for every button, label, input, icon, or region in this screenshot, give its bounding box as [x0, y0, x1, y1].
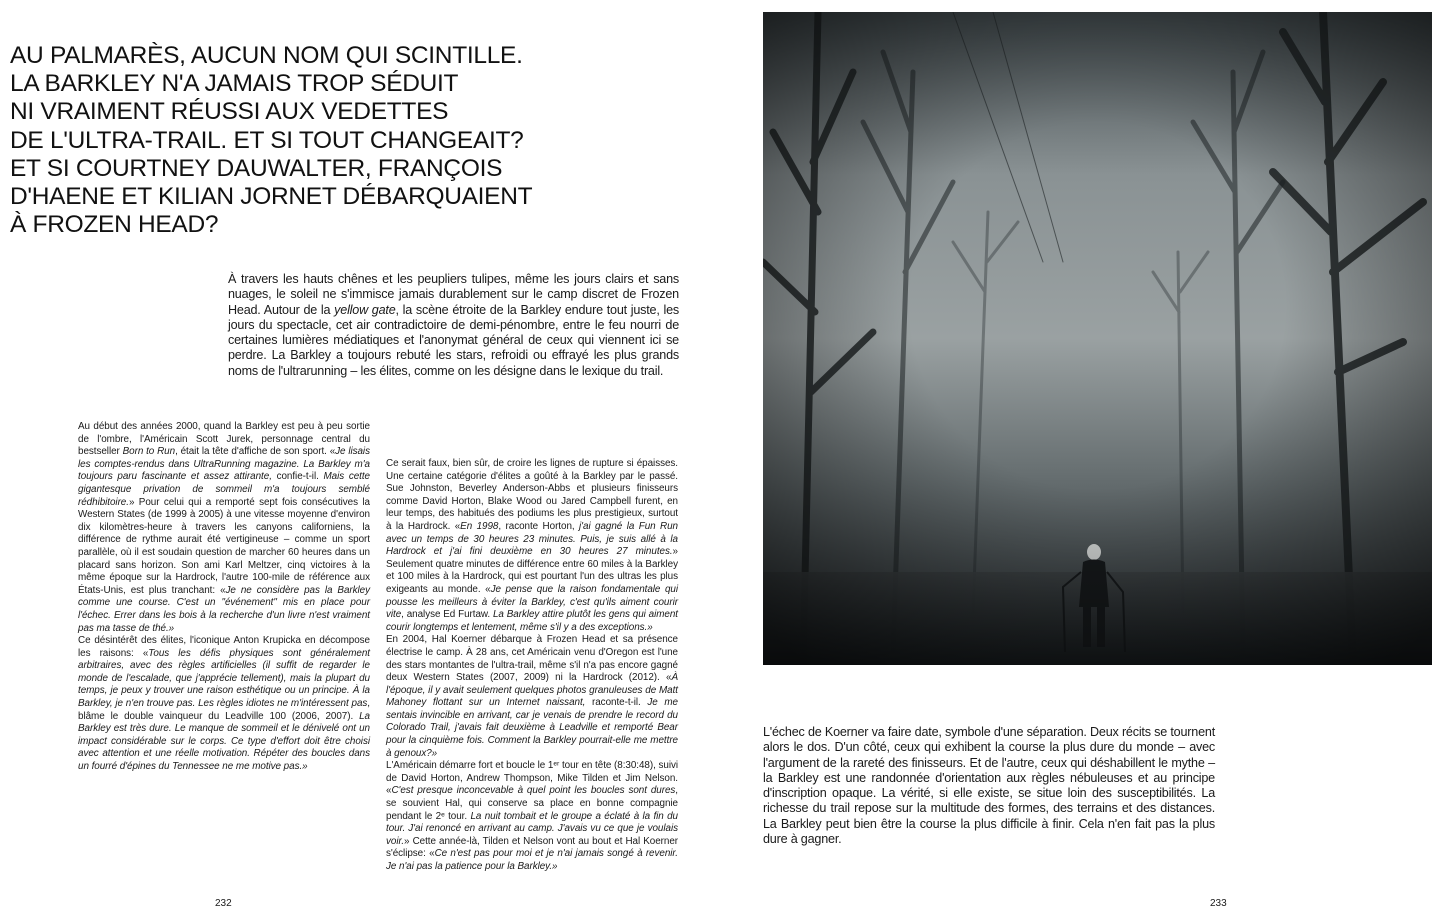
paragraph	[386, 760, 678, 873]
page-number-right: 233	[1210, 898, 1227, 909]
italic-quote-text: La Barkley est très dure. Le manque de sommeil et le dénivelé ont un impact considérable sur le corps. Ce type d'effort doit être choisi avec attention et une réelle motivation. Répéter des boucles dans un fourré d'épines du Tennessee ne me motive pas.»	[78, 710, 370, 773]
headline-line: DE L'ULTRA-TRAIL. ET SI TOUT CHANGEAIT?	[10, 126, 524, 154]
text-segment: Ce serait faux, bien sûr, de croire les lignes de rupture si épaisses. Une certaine catégorie d'élites a goûté à la Barkley par le passé. Sue Johnston, Beverley Anderson-Abbs et plusieurs finisseurs comme David Horton, Blake Wood ou Jared Campbell furent, en leur temps, des habitués des podiums les plus prestigieux, surtout à la Hardrock. «	[386, 458, 678, 532]
body-column-2	[386, 458, 678, 874]
paragraph	[228, 272, 679, 379]
italic-quote-text: yellow gate	[334, 302, 396, 317]
headline-line: À FROZEN HEAD?	[10, 211, 219, 239]
headline-line: NI VRAIMENT RÉUSSI AUX VEDETTES	[10, 98, 449, 126]
text-segment: confie-t-il.	[271, 471, 324, 483]
italic-quote-text: Je lisais les comptes-rendus dans UltraRunning magazine. La Barkley m'a toujours paru fascinante et assez attirante,	[78, 446, 370, 483]
text-segment: » Cette année-là, Tilden et Nelson vont au bout et Hal Koerner s'éclipse: «	[386, 835, 678, 860]
text-segment: L'Américain démarre fort et boucle le 1ᵉʳ tour en tête (8:30:48), suivi de David Horton, Andrew Thompson, Mike Tilden et Jim Nelson. «	[386, 760, 678, 797]
italic-quote-text: Born to Run	[122, 446, 176, 458]
italic-quote-text: Je ne considère pas la Barkley comme une course. C'est un "événement" mis en place pour l'échec. Errer dans les bois à la recherche d'un livre n'est vraiment pas ma tasse de thé.»	[78, 584, 370, 634]
text-segment: En 2004, Hal Koerner débarque à Frozen Head et sa présence électrise le camp. À 28 ans, cet Américain venu d'Oregon est l'une des stars montantes de l'ultra-trail, même s'il n'a pas encore gagné deux Western States (2007, 2009) ni la Hardrock (2012). «	[386, 634, 678, 684]
italic-quote-text: Tous les défis physiques sont généralement arbitraires, avec des règles artificielles (il suffit de regarder le monde de l'escalade, que j'apprécie tellement), mais la plupart du temps, je peux y trouver une raison esthétique ou un principe. À la Barkley, je n'en trouve pas. Les règles idiotes ne m'intéressent pas	[78, 647, 370, 710]
italic-quote-text: Je me sentais invincible en arrivant, car je venais de prendre le record du Colorado Trail, j'avais fait deuxième à Leadville et remporté Bear pour la cinquième fois. Comment la Barkley pourrait-elle me mettre à genoux?»	[386, 697, 678, 759]
body-column-1	[78, 421, 370, 774]
italic-quote-text: Je pense que la raison fondamentale qui pousse les meilleurs à éviter la Barkley, c'est qu'ils aiment courir vite	[386, 583, 678, 621]
text-segment: Ce désintérêt des élites, l'iconique Anton Krupicka en décompose les raisons: «	[78, 635, 370, 659]
italic-quote-text: Ce n'est pas pour moi et je n'ai jamais songé à revenir. Je n'ai pas la patience pour la Barkley.»	[386, 848, 678, 872]
paragraph	[386, 634, 678, 760]
text-segment: , se souvient Hal, qui conserve sa place en bonne compagnie pendant le 2ᵉ tour.	[386, 785, 678, 822]
intro-paragraph	[228, 272, 679, 379]
italic-quote-text: À l'époque, il y avait seulement quelques photos granuleuses de Matt Mahoney flottant sur un Internet naissant,	[386, 672, 678, 709]
italic-quote-text: La nuit tombait et le groupe a éclaté à la fin du tour. J'ai renoncé en arrivant au camp. J'avais vu ce que je voulais voir.	[386, 810, 678, 847]
paragraph	[386, 458, 678, 634]
paragraph	[78, 635, 370, 774]
headline-line: D'HAENE ET KILIAN JORNET DÉBARQUAIENT	[10, 183, 533, 211]
text-segment: , était la tête d'affiche de son sport. «	[175, 446, 336, 458]
headline-line: LA BARKLEY N'A JAMAIS TROP SÉDUIT	[10, 70, 459, 98]
right-page-paragraph	[763, 725, 1215, 847]
page-number-left: 232	[215, 898, 232, 909]
italic-quote-text: j'ai gagné la Fun Run avec un temps de 30 heures 23 minutes. Puis, je suis allé à la Hardrock et j'ai fini deuxième en 30 heures 27 minutes.	[386, 520, 679, 558]
italic-quote-text: En 1998	[460, 520, 499, 532]
foggy-forest-hiker-photo	[763, 12, 1432, 665]
headline-line: AU PALMARÈS, AUCUN NOM QUI SCINTILLE.	[10, 42, 523, 69]
text-segment: » Seulement quatre minutes de différence entre 60 miles à la Barkley et 100 miles à la Hardrock, qui est pourtant l'un des ultras les plus exigeants au monde. «	[386, 546, 678, 595]
text-segment: Au début des années 2000, quand la Barkley est peu à peu sortie de l'ombre, l'Américain Scott Jurek, personnage central du bestseller	[78, 421, 370, 458]
text-segment: , raconte Horton,	[498, 520, 580, 532]
headline	[10, 42, 570, 239]
italic-quote-text: Mais cette gigantesque privation de sommeil m'a toujours semblé rédhibitoire.	[78, 471, 370, 508]
text-segment: L'échec de Koerner va faire date, symbole d'une séparation. Deux récits se tournent alors le dos. D'un côté, ceux qui exhibent la course la plus dure du monde – avec l'argument de la rareté des finisseurs. Et de l'autre, ceux qui déshabillent le mythe – la Barkley est une randonnée d'orientation aux règles nébuleuses et au principe d'inscription opaque. La vérité, si elle existe, se situe loin des susceptibilités. La richesse du trail repose sur la multitude des formes, des terrains et des distances. La Barkley peut bien être la course la plus difficile à finir. Cela n'en fait pas la plus dure à gagner.	[763, 725, 1215, 847]
text-segment: , blâme le double vainqueur du Leadville 100 (2006, 2007).	[78, 698, 370, 722]
italic-quote-text: C'est presque inconcevable à quel point les boucles sont dures	[391, 785, 676, 797]
italic-quote-text: La Barkley attire plutôt les gens qui aiment courir longtemps et lentement, même s'il y a des exceptions.»	[386, 609, 678, 633]
headline-line: ET SI COURTNEY DAUWALTER, FRANÇOIS	[10, 154, 503, 182]
text-segment: , la scène étroite de la Barkley endure tout juste, les jours du spectacle, cet air contradictoire de demi-pénombre, entre le feu nourri de certaines lumières médiatiques et l'anonymat général de ceux qui viennent ici se perdre. La Barkley a toujours rebuté les stars, refroidi ou effrayé les plus grands noms de l'ultrarunning – les élites, comme on les désigne dans le lexique du trail.	[228, 302, 679, 378]
text-segment: À travers les hauts chênes et les peupliers tulipes, même les jours clairs et sans nuages, le soleil ne s'immisce jamais durablement sur le camp discret de Frozen Head. Autour de la	[228, 272, 679, 317]
paragraph	[78, 421, 370, 635]
text-segment: » Pour celui qui a remporté sept fois consécutives la Western States (de 1999 à 2005) à une vitesse moyenne d'environ dix kilomètres-heure à travers les canyons californiens, la différence de rythme aurait été vertigineuse – comme un sport parallèle, où il est soudain question de marcher 60 heures dans un placard sans horizon. Son ami Karl Meltzer, cinq victoires à la même époque sur la Hardrock, l'autre 100-mile de référence aux États-Unis, est plus tranchant: «	[78, 496, 370, 596]
paragraph	[763, 725, 1215, 847]
text-segment: , analyse Ed Furtaw.	[401, 609, 493, 621]
text-segment: raconte-t-il.	[585, 697, 648, 709]
